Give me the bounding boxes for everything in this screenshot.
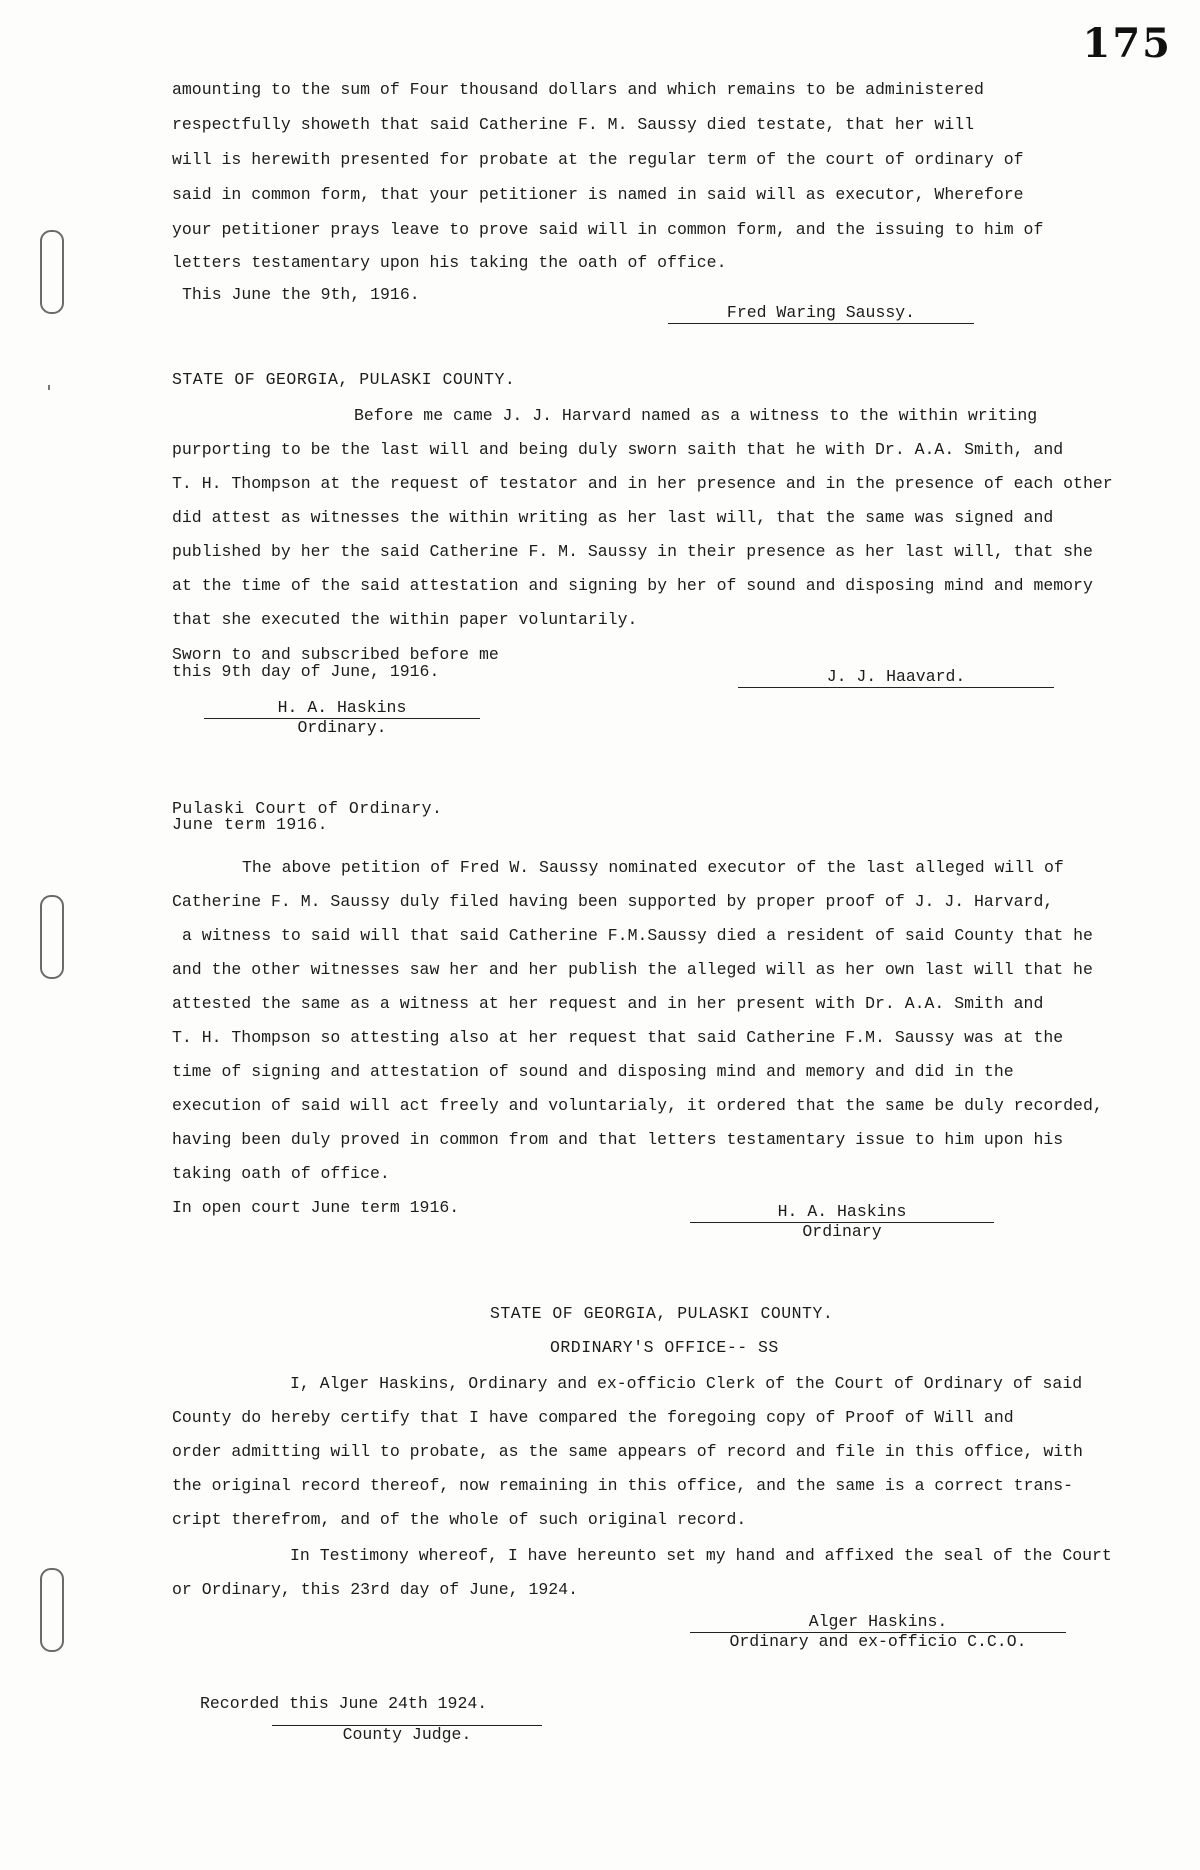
affidavit-line: T. H. Thompson at the request of testator and in her presence and in the presence of each other [172, 474, 1113, 493]
affidavit-line: purporting to be the last will and being duly sworn saith that he with Dr. A.A. Smith, and [172, 440, 1064, 459]
order-line: a witness to said will that said Catherine F.M.Saussy died a resident of said County that he [182, 926, 1093, 945]
certificate-line: In Testimony whereof, I have hereunto set my hand and affixed the seal of the Court [290, 1546, 1112, 1565]
open-court-text: In open court June term 1916. [172, 1198, 460, 1217]
certificate-signature [690, 1612, 1066, 1651]
order-line: The above petition of Fred W. Saussy nominated executor of the last alleged will of [242, 858, 1064, 877]
binder-hole [40, 230, 64, 314]
binder-hole [40, 895, 64, 979]
certificate-line: I, Alger Haskins, Ordinary and ex-officio Clerk of the Court of Ordinary of said [290, 1374, 1083, 1393]
order-line: T. H. Thompson so attesting also at her request that said Catherine F.M. Saussy was at the [172, 1028, 1064, 1047]
certificate-line: order admitting will to probate, as the same appears of record and file in this office, with [172, 1442, 1083, 1461]
county-judge-signature [272, 1706, 542, 1744]
signature-title: Ordinary and ex-officio C.C.O. [729, 1632, 1027, 1651]
order-line: Catherine F. M. Saussy duly filed having been supported by proper proof of J. J. Harvard, [172, 892, 1054, 911]
signature-text: J. J. Haavard. [738, 667, 1054, 688]
affidavit-line: did attest as witnesses the within writing as her last will, that the same was signed and [172, 508, 1054, 527]
petition-line: amounting to the sum of Four thousand dollars and which remains to be administered [172, 80, 984, 99]
ordinary-signature [204, 698, 480, 737]
petition-line: will is herewith presented for probate at the regular term of the court of ordinary of [172, 150, 1024, 169]
order-line: attested the same as a witness at her request and in her present with Dr. A.A. Smith and [172, 994, 1044, 1013]
affidavit-line: that she executed the within paper voluntarily. [172, 610, 638, 629]
signature-text: H. A. Haskins [204, 698, 480, 719]
paper-speck [48, 385, 50, 390]
signature-title: County Judge. [342, 1725, 472, 1744]
section-heading: STATE OF GEORGIA, PULASKI COUNTY. [490, 1304, 834, 1323]
order-line: execution of said will act freely and voluntarialy, it ordered that the same be duly recorded, [172, 1096, 1103, 1115]
signature-text: Fred Waring Saussy. [668, 303, 974, 324]
sworn-text: this 9th day of June, 1916. [172, 662, 440, 681]
petition-line: said in common form, that your petitioner is named in said will as executor, Wherefore [172, 185, 1024, 204]
petition-line: letters testamentary upon his taking the oath of office. [172, 253, 727, 272]
certificate-line: or Ordinary, this 23rd day of June, 1924. [172, 1580, 578, 1599]
petition-date: This June the 9th, 1916. [182, 285, 420, 304]
section-heading: ORDINARY'S OFFICE-- SS [550, 1338, 779, 1357]
signature-line [272, 1706, 542, 1726]
recorded-text: Recorded this June 24th 1924. [200, 1694, 488, 1713]
certificate-line: County do hereby certify that I have compared the foregoing copy of Proof of Will and [172, 1408, 1014, 1427]
petition-line: your petitioner prays leave to prove said will in common form, and the issuing to him of [172, 220, 1044, 239]
certificate-line: the original record thereof, now remaining in this office, and the same is a correct trans- [172, 1476, 1074, 1495]
section-heading: June term 1916. [172, 815, 329, 834]
signature-title: Ordinary. [297, 718, 387, 737]
signature-title: Ordinary [802, 1222, 882, 1241]
order-line: time of signing and attestation of sound and disposing mind and memory and did in the [172, 1062, 1014, 1081]
section-heading: Pulaski Court of Ordinary. [172, 799, 443, 818]
petitioner-signature [668, 303, 974, 324]
section-heading: STATE OF GEORGIA, PULASKI COUNTY. [172, 370, 516, 389]
order-line: and the other witnesses saw her and her publish the alleged will as her own last will that he [172, 960, 1093, 979]
certificate-line: cript therefrom, and of the whole of such original record. [172, 1510, 747, 1529]
page-number: 175 [1082, 20, 1172, 67]
binder-hole [40, 1568, 64, 1652]
petition-line: respectfully showeth that said Catherine F. M. Saussy died testate, that her will [172, 115, 975, 134]
order-signature [690, 1202, 994, 1241]
order-line: taking oath of office. [172, 1164, 390, 1183]
signature-text: Alger Haskins. [690, 1612, 1066, 1633]
affidavit-line: at the time of the said attestation and signing by her of sound and disposing mind and memory [172, 576, 1093, 595]
witness-signature [738, 667, 1054, 688]
affidavit-line: Before me came J. J. Harvard named as a witness to the within writing [354, 406, 1038, 425]
sworn-text: Sworn to and subscribed before me [172, 645, 499, 664]
signature-text: H. A. Haskins [690, 1202, 994, 1223]
affidavit-line: published by her the said Catherine F. M. Saussy in their presence as her last will, that she [172, 542, 1093, 561]
order-line: having been duly proved in common from and that letters testamentary issue to him upon his [172, 1130, 1064, 1149]
